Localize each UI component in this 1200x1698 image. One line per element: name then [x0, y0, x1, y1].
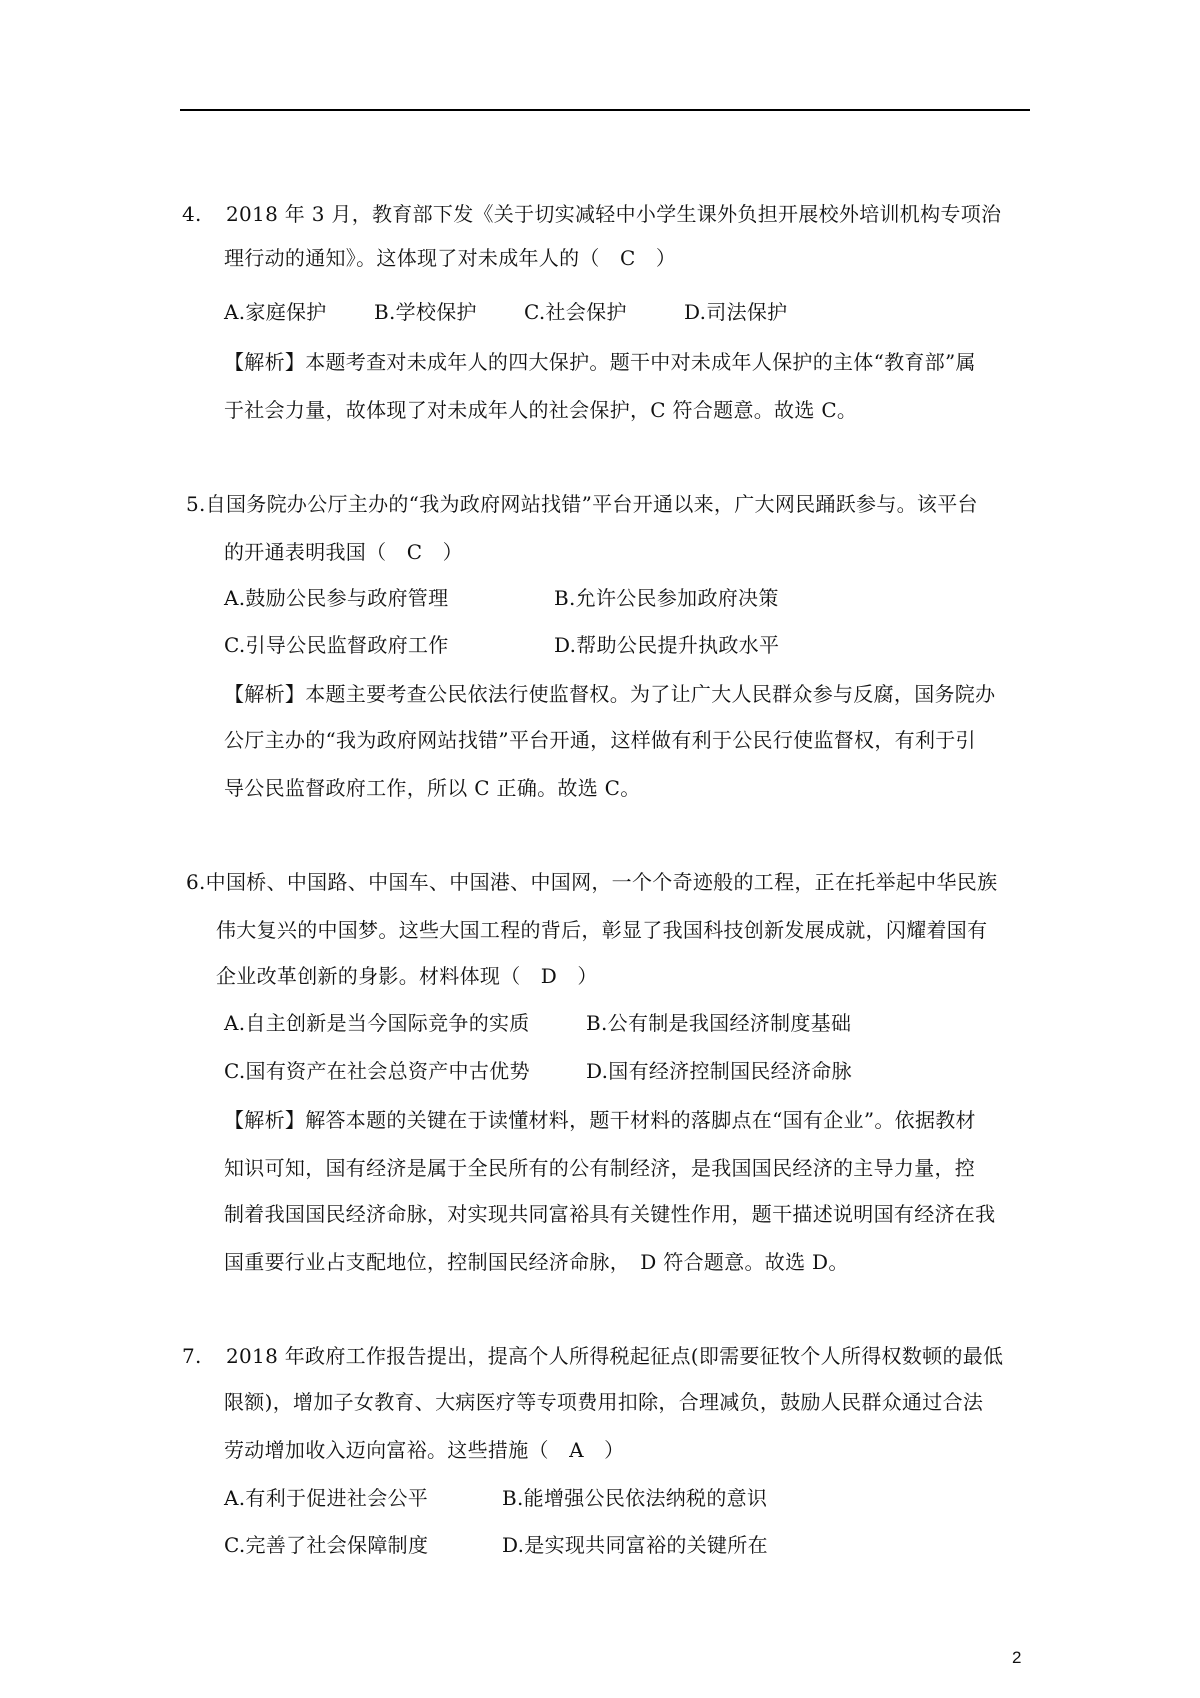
- option-a: A.家庭保护: [224, 300, 327, 324]
- option-d: D.是实现共同富裕的关键所在: [502, 1533, 768, 1557]
- question-stem-line: 2018 年 3 月，教育部下发《关于切实减轻中小学生课外负担开展校外培训机构专项治: [226, 202, 1002, 226]
- option-a: A.有利于促进社会公平: [224, 1486, 429, 1510]
- question-stem-line: 理行动的通知》。这体现了对未成年人的（ C ）: [224, 246, 677, 270]
- question-stem-line: 企业改革创新的身影。材料体现（ D ）: [216, 964, 598, 988]
- option-b: B.学校保护: [374, 300, 477, 324]
- analysis-line: 国重要行业占支配地位，控制国民经济命脉， D 符合题意。故选 D。: [224, 1250, 849, 1274]
- question-stem-line: 6.中国桥、中国路、中国车、中国港、中国网，一个个奇迹般的工程，正在托举起中华民族: [186, 870, 998, 894]
- analysis-line: 于社会力量，故体现了对未成年人的社会保护，C 符合题意。故选 C。: [224, 398, 858, 422]
- option-a: A.鼓励公民参与政府管理: [224, 586, 449, 610]
- question-stem-line: 劳动增加收入迈向富裕。这些措施（ A ）: [224, 1438, 625, 1462]
- analysis-line: 知识可知，国有经济是属于全民所有的公有制经济，是我国国民经济的主导力量，控: [224, 1156, 976, 1180]
- analysis-line: 公厅主办的“我为政府网站找错”平台开通，这样做有利于公民行使监督权，有利于引: [224, 728, 976, 752]
- question-number: 7.: [182, 1344, 202, 1368]
- option-a: A.自主创新是当今国际竞争的实质: [224, 1011, 530, 1035]
- option-b: B.能增强公民依法纳税的意识: [502, 1486, 768, 1510]
- option-d: D.帮助公民提升执政水平: [554, 633, 780, 657]
- analysis-line: 【解析】解答本题的关键在于读懂材料，题干材料的落脚点在“国有企业”。依据教材: [224, 1108, 976, 1132]
- option-c: C.国有资产在社会总资产中古优势: [224, 1059, 530, 1083]
- analysis-line: 导公民监督政府工作，所以 C 正确。故选 C。: [224, 776, 641, 800]
- question-stem-line: 的开通表明我国（ C ）: [224, 540, 463, 564]
- option-c: C.引导公民监督政府工作: [224, 633, 449, 657]
- header-rule: [180, 109, 1030, 111]
- analysis-line: 制着我国国民经济命脉，对实现共同富裕具有关键性作用，题干描述说明国有经济在我: [224, 1202, 996, 1226]
- option-c: C.完善了社会保障制度: [224, 1533, 429, 1557]
- question-stem-line: 限额)，增加子女教育、大病医疗等专项费用扣除，合理减负，鼓励人民群众通过合法: [224, 1390, 984, 1414]
- analysis-line: 【解析】本题考查对未成年人的四大保护。题干中对未成年人保护的主体“教育部”属: [224, 350, 976, 374]
- option-b: B.允许公民参加政府决策: [554, 586, 779, 610]
- analysis-line: 【解析】本题主要考查公民依法行使监督权。为了让广大人民群众参与反腐，国务院办: [224, 682, 996, 706]
- option-d: D.国有经济控制国民经济命脉: [586, 1059, 852, 1083]
- question-stem-line: 2018 年政府工作报告提出，提高个人所得税起征点(即需要征牧个人所得权数顿的最低: [226, 1344, 1004, 1368]
- option-d: D.司法保护: [684, 300, 788, 324]
- option-b: B.公有制是我国经济制度基础: [586, 1011, 852, 1035]
- option-c: C.社会保护: [524, 300, 627, 324]
- question-stem-line: 5.自国务院办公厅主办的“我为政府网站找错”平台开通以来，广大网民踊跃参与。该平台: [186, 492, 978, 516]
- question-number: 4.: [182, 202, 202, 226]
- question-stem-line: 伟大复兴的中国梦。这些大国工程的背后，彰显了我国科技创新发展成就，闪耀着国有: [216, 918, 988, 942]
- page-number: 2: [1012, 1648, 1022, 1667]
